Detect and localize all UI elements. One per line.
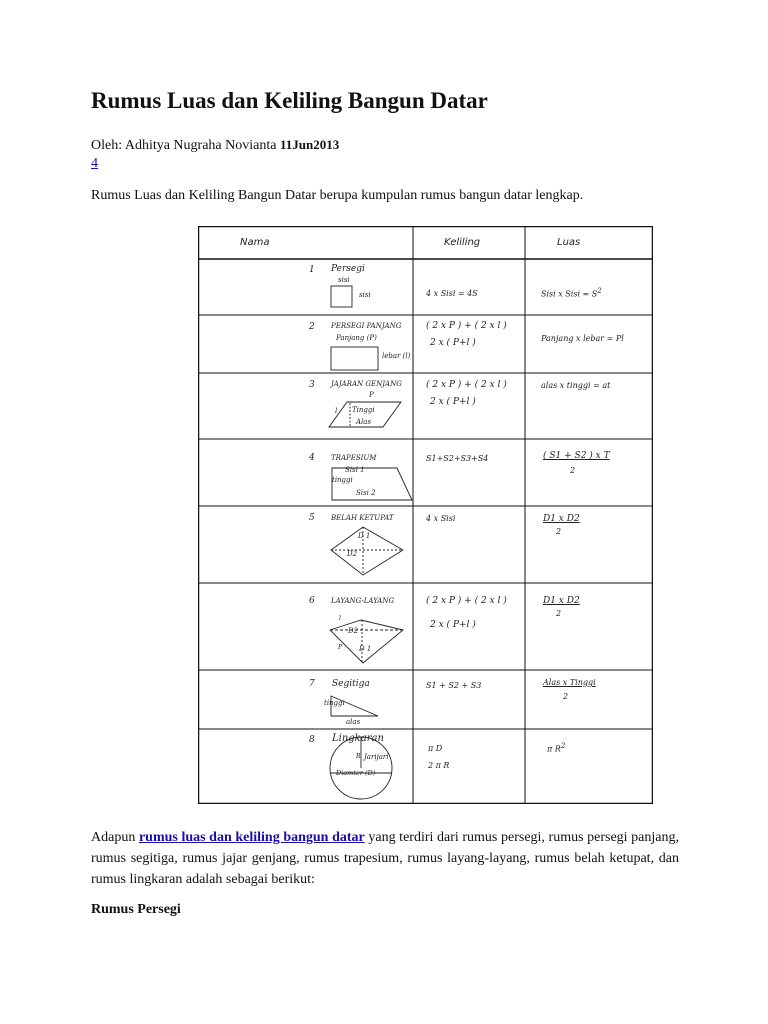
luas-fraction-denominator: 2 [556,527,562,536]
byline [91,137,339,154]
shape-name: Segitiga [332,679,370,689]
keliling-formula: S1+S2+S3+S4 [426,454,489,463]
shape-label: Sisi 2 [356,489,376,497]
luas-formula: alas x tinggi = at [541,381,611,390]
luas-formula: Sisi x Sisi = $S^2$ [541,287,602,299]
shape-name: LAYANG-LAYANG [331,597,395,605]
shape-name: Persegi [331,264,365,274]
shape-label: D2 [348,627,359,635]
rectangle-shape [331,347,378,370]
shape-name: TRAPESIUM [331,454,377,462]
shape-label: l [335,407,338,415]
square-shape [331,286,352,307]
keliling-formula: ( 2 x P ) + ( 2 x l ) [426,380,507,390]
shape-label: tinggi [332,476,353,484]
luas-fraction-numerator: D1 x D2 [543,596,580,606]
keliling-formula: 2 x ( P+l ) [430,397,476,407]
shape-name: BELAH KETUPAT [331,514,394,522]
keliling-formula: 4 x Sisi [426,514,456,523]
keliling-formula: ( 2 x P ) + ( 2 x l ) [426,321,507,331]
page-title: Rumus Luas dan Keliling Bangun Datar [91,88,488,113]
shape-name: Lingkaran [332,733,384,744]
row-number: 5 [309,513,315,523]
shape-label: P [338,644,343,651]
shape-label: Sisi 1 [345,466,365,474]
keliling-formula: π D [428,744,443,753]
luas-formula: π $R^2$ [547,742,566,754]
row-number: 1 [309,265,315,275]
shape-name: JAJARAN GENJANG [331,380,402,388]
section-heading: Rumus Persegi [91,902,181,917]
keliling-formula: ( 2 x P ) + ( 2 x l ) [426,596,507,606]
body-paragraph: Adapun rumus luas dan keliling bangun datar yang terdiri dari rumus persegi, rumus persegi panjang, rumus segitiga, rumus jajar genjang, rumus trapesium, rumus layang-layang, rumus belah ketupat, dan rumus lingkaran adalah sebagai berikut: [91,830,680,887]
keliling-formula: S1 + S2 + S3 [426,681,482,690]
shape-label: alas [346,718,361,726]
row-number: 4 [309,453,315,463]
keliling-formula: 2 x ( P+l ) [430,620,476,630]
shape-label: P [369,391,374,399]
header-nama: Nama [240,237,270,248]
formula-table-figure [198,226,653,804]
shape-label: Tinggi [352,406,375,414]
shape-label: D2 [347,550,358,558]
luas-fraction-numerator: D1 x D2 [543,514,580,524]
keliling-formula: 2 π R [428,761,450,770]
formula-link[interactable]: rumus luas dan keliling bangun datar [138,830,365,845]
shape-label: R [356,753,361,760]
luas-fraction-denominator: 2 [570,466,576,475]
intro-text: Rumus Luas dan Keliling Bangun Datar berupa kumpulan rumus bangun datar lengkap. [91,188,584,203]
luas-fraction-denominator: 2 [556,609,562,618]
shape-label: Alas [356,418,372,426]
luas-formula: Panjang x lebar = Pl [541,334,624,343]
row-number: 2 [309,322,315,332]
header-luas: Luas [557,237,581,248]
shape-name: PERSEGI PANJANG [331,322,402,330]
luas-fraction-numerator: ( S1 + S2 ) x T [543,451,610,461]
row-number: 6 [309,596,315,606]
header-keliling: Keliling [444,237,481,248]
shape-label: l [339,615,341,622]
comments-count-link[interactable]: 4 [91,156,98,171]
keliling-formula: 4 x Sisi = 4S [426,289,478,298]
keliling-formula: 2 x ( P+l ) [430,338,476,348]
shape-label: Diamter (D) [336,769,376,777]
shape-label: Panjang (P) [336,334,377,342]
shape-label: Jarijari [364,753,389,761]
row-number: 3 [309,380,315,390]
row-number: 7 [309,679,315,689]
shape-label: lebar (l) [382,352,411,360]
luas-fraction-denominator: 2 [563,692,569,701]
row-number: 8 [309,735,315,745]
shape-label: D 1 [358,532,371,540]
shape-label: sisi [338,276,350,284]
kite-shape [330,620,403,663]
shape-label: tinggi [324,699,345,707]
author-label: Oleh: Adhitya Nugraha Novianta [91,138,280,153]
shape-label: sisi [359,291,371,299]
luas-fraction-numerator: Alas x Tinggi [543,678,596,687]
post-date: 11Jun2013 [279,137,340,152]
shape-label: D 1 [359,645,372,653]
